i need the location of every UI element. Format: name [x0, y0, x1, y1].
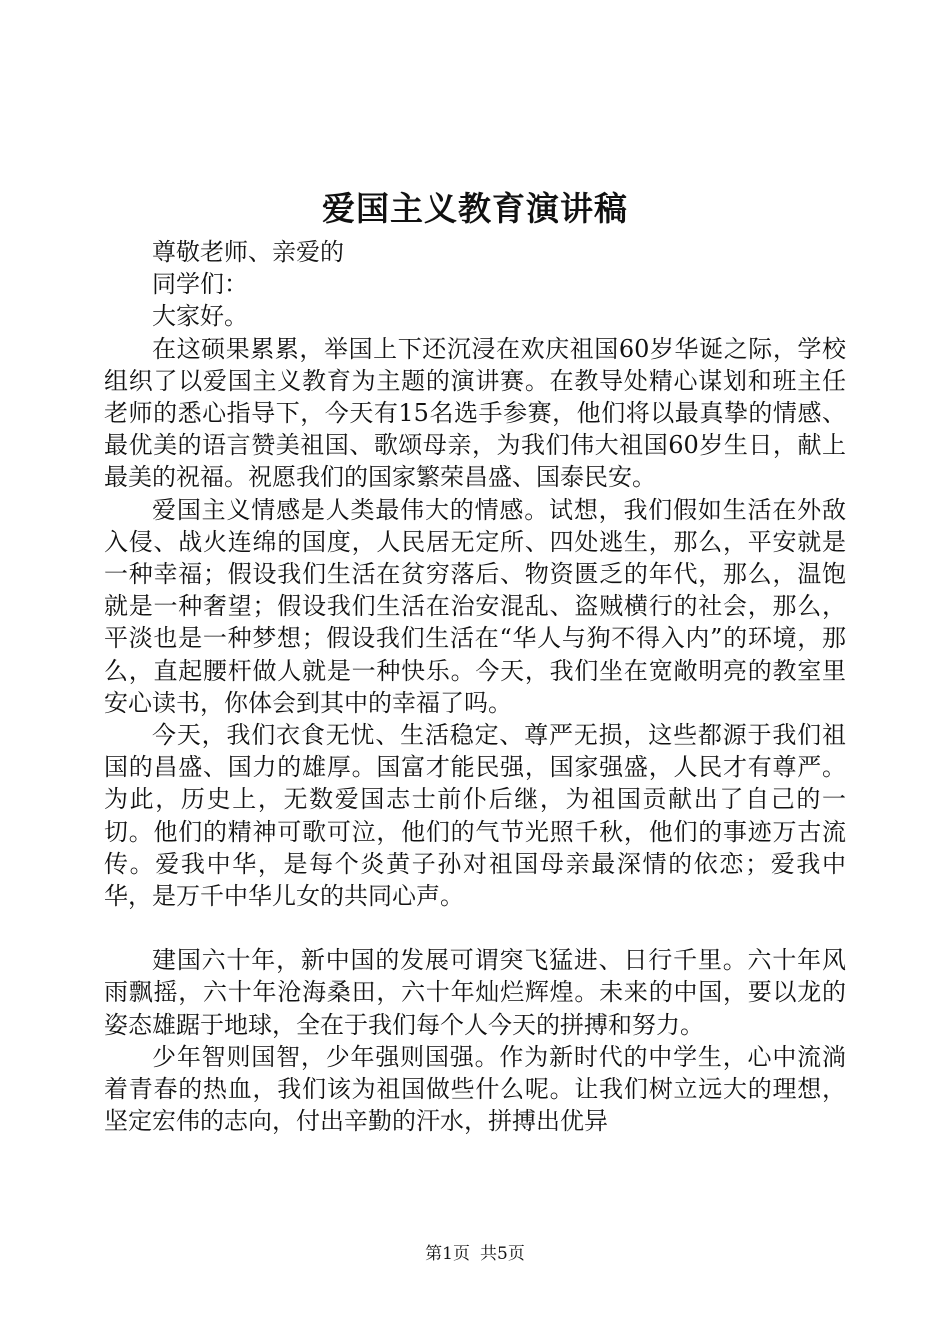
document-body — [104, 236, 846, 1137]
page-number: 第1页 — [425, 1244, 470, 1264]
paragraph-patriotism: 爱国主义情感是人类最伟大的情感。试想，我们假如生活在外敌入侵、战火连绵的国度，人民居无定所、四处逃生，那么，平安就是一种幸福；假设我们生活在贫穷落后、物资匮乏的年代，那么，温饱就是一种奢望；假设我们生活在治安混乱、盗贼横行的社会，那么，平淡也是一种梦想；假设我们生活在“华人与狗不得入内”的环境，那么，直起腰杆做人就是一种快乐。今天，我们坐在宽敞明亮的教室里安心读书，你体会到其中的幸福了吗。 — [104, 495, 846, 717]
paragraph-sixty-years: 建国六十年，新中国的发展可谓突飞猛进、日行千里。六十年风雨飘摇，六十年沧海桑田，六十年灿烂辉煌。未来的中国，要以龙的姿态雄踞于地球，全在于我们每个人今天的拼搏和努力。 — [104, 946, 846, 1039]
page-footer — [0, 1242, 950, 1266]
salutation-line-2: 同学们： — [152, 270, 248, 299]
paragraph-youth: 少年智则国智，少年强则国强。作为新时代的中学生，心中流淌着青春的热血，我们该为祖国做些什么呢。让我们树立远大的理想，坚定宏伟的志向，付出辛勤的汗水，拼搏出优异 — [104, 1042, 846, 1136]
paragraph-today: 今天，我们衣食无忧、生活稳定、尊严无损，这些都源于我们祖国的昌盛、国力的雄厚。国富才能民强，国家强盛，人民才有尊严。为此，历史上，无数爱国志士前仆后继，为祖国贡献出了自己的一切。他们的精神可歌可泣，他们的气节光照千秋，他们的事迹万古流传。爱我中华，是每个炎黄子孙对祖国母亲最深情的依恋；爱我中华，是万千中华儿女的共同心声。 — [104, 721, 846, 911]
greeting: 大家好。 — [152, 302, 248, 331]
paragraph-intro: 在这硕果累累，举国上下还沉浸在欢庆祖国60岁华诞之际，学校组织了以爱国主义教育为主题的演讲赛。在教导处精心谋划和班主任老师的悉心指导下，今天有15名选手参赛，他们将以最真挚的情感、最优美的语言赞美祖国、歌颂母亲，为我们伟大祖国60岁生日，献上最美的祝福。祝愿我们的国家繁荣昌盛、国泰民安。 — [104, 334, 846, 492]
document-title: 爱国主义教育演讲稿 — [322, 189, 628, 228]
page-total: 共5页 — [480, 1244, 525, 1264]
salutation-line-1: 尊敬老师、亲爱的 — [152, 238, 344, 266]
